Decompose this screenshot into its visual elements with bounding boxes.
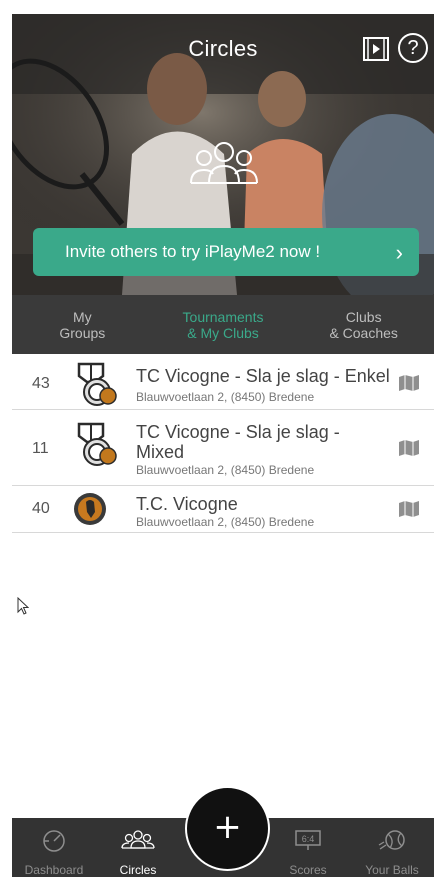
nav-label: Dashboard <box>24 863 84 877</box>
tournament-medal-icon <box>73 422 117 466</box>
tournament-medal-icon <box>73 362 117 406</box>
nav-circles[interactable] <box>96 818 180 877</box>
page-title: Circles <box>188 36 258 61</box>
list-item[interactable] <box>12 486 434 533</box>
nav-label: Circles <box>119 863 157 877</box>
scoreboard-icon <box>294 829 322 851</box>
invite-banner-button[interactable] <box>33 228 419 276</box>
tab-label-line2: & My Clubs <box>187 324 259 341</box>
nav-dashboard[interactable] <box>12 818 96 877</box>
nav-label: Your Balls <box>365 863 419 877</box>
map-icon[interactable] <box>398 500 420 518</box>
tab-label-line1: Clubs <box>345 308 382 325</box>
circles-group-icon <box>121 829 155 849</box>
row-address: Blauwvoetlaan 2, (8450) Bredene <box>136 390 315 404</box>
frame-border <box>0 0 434 14</box>
row-title: TC Vicogne - Sla je slag - Enkel <box>136 366 390 386</box>
invite-banner-label: Invite others to try iPlayMe2 now ! <box>65 242 321 261</box>
row-title: T.C. Vicogne <box>136 494 238 514</box>
tab-tournaments-my-clubs[interactable] <box>153 295 294 354</box>
tab-label-line2: Groups <box>59 324 106 341</box>
help-icon[interactable]: ? <box>398 33 428 63</box>
tab-my-groups[interactable] <box>12 295 153 354</box>
row-address: Blauwvoetlaan 2, (8450) Bredene <box>136 515 315 529</box>
nav-label: Scores <box>289 863 327 877</box>
club-badge-icon <box>73 492 107 526</box>
rank-number: 11 <box>32 440 49 457</box>
tennis-ball-icon <box>378 829 406 853</box>
chevron-right-icon: › <box>395 240 403 265</box>
tab-clubs-coaches[interactable] <box>293 295 434 354</box>
rank-number: 43 <box>32 375 50 392</box>
hero-header <box>12 14 434 295</box>
list-item[interactable] <box>12 410 434 486</box>
frame-border <box>0 0 12 877</box>
row-address: Blauwvoetlaan 2, (8450) Bredene <box>136 463 315 477</box>
nav-scores[interactable] <box>266 818 350 877</box>
nav-your-balls[interactable] <box>350 818 434 877</box>
add-button[interactable]: + <box>185 786 270 871</box>
rank-number: 40 <box>32 500 50 517</box>
map-icon[interactable] <box>398 439 420 457</box>
tab-label-line1: My <box>73 308 92 325</box>
club-list <box>12 354 434 533</box>
svg-text:6:4: 6:4 <box>301 834 315 844</box>
tab-label-line1: Tournaments <box>182 308 264 325</box>
video-icon[interactable] <box>362 35 390 63</box>
dashboard-gauge-icon <box>41 829 67 853</box>
row-title: TC Vicogne - Sla je slag - Mixed <box>136 422 340 462</box>
group-people-icon <box>189 139 259 185</box>
tab-label-line2: & Coaches <box>329 324 398 341</box>
map-icon[interactable] <box>398 374 420 392</box>
list-item[interactable] <box>12 354 434 410</box>
mouse-cursor-icon <box>17 597 29 615</box>
circles-tabs <box>12 295 434 354</box>
